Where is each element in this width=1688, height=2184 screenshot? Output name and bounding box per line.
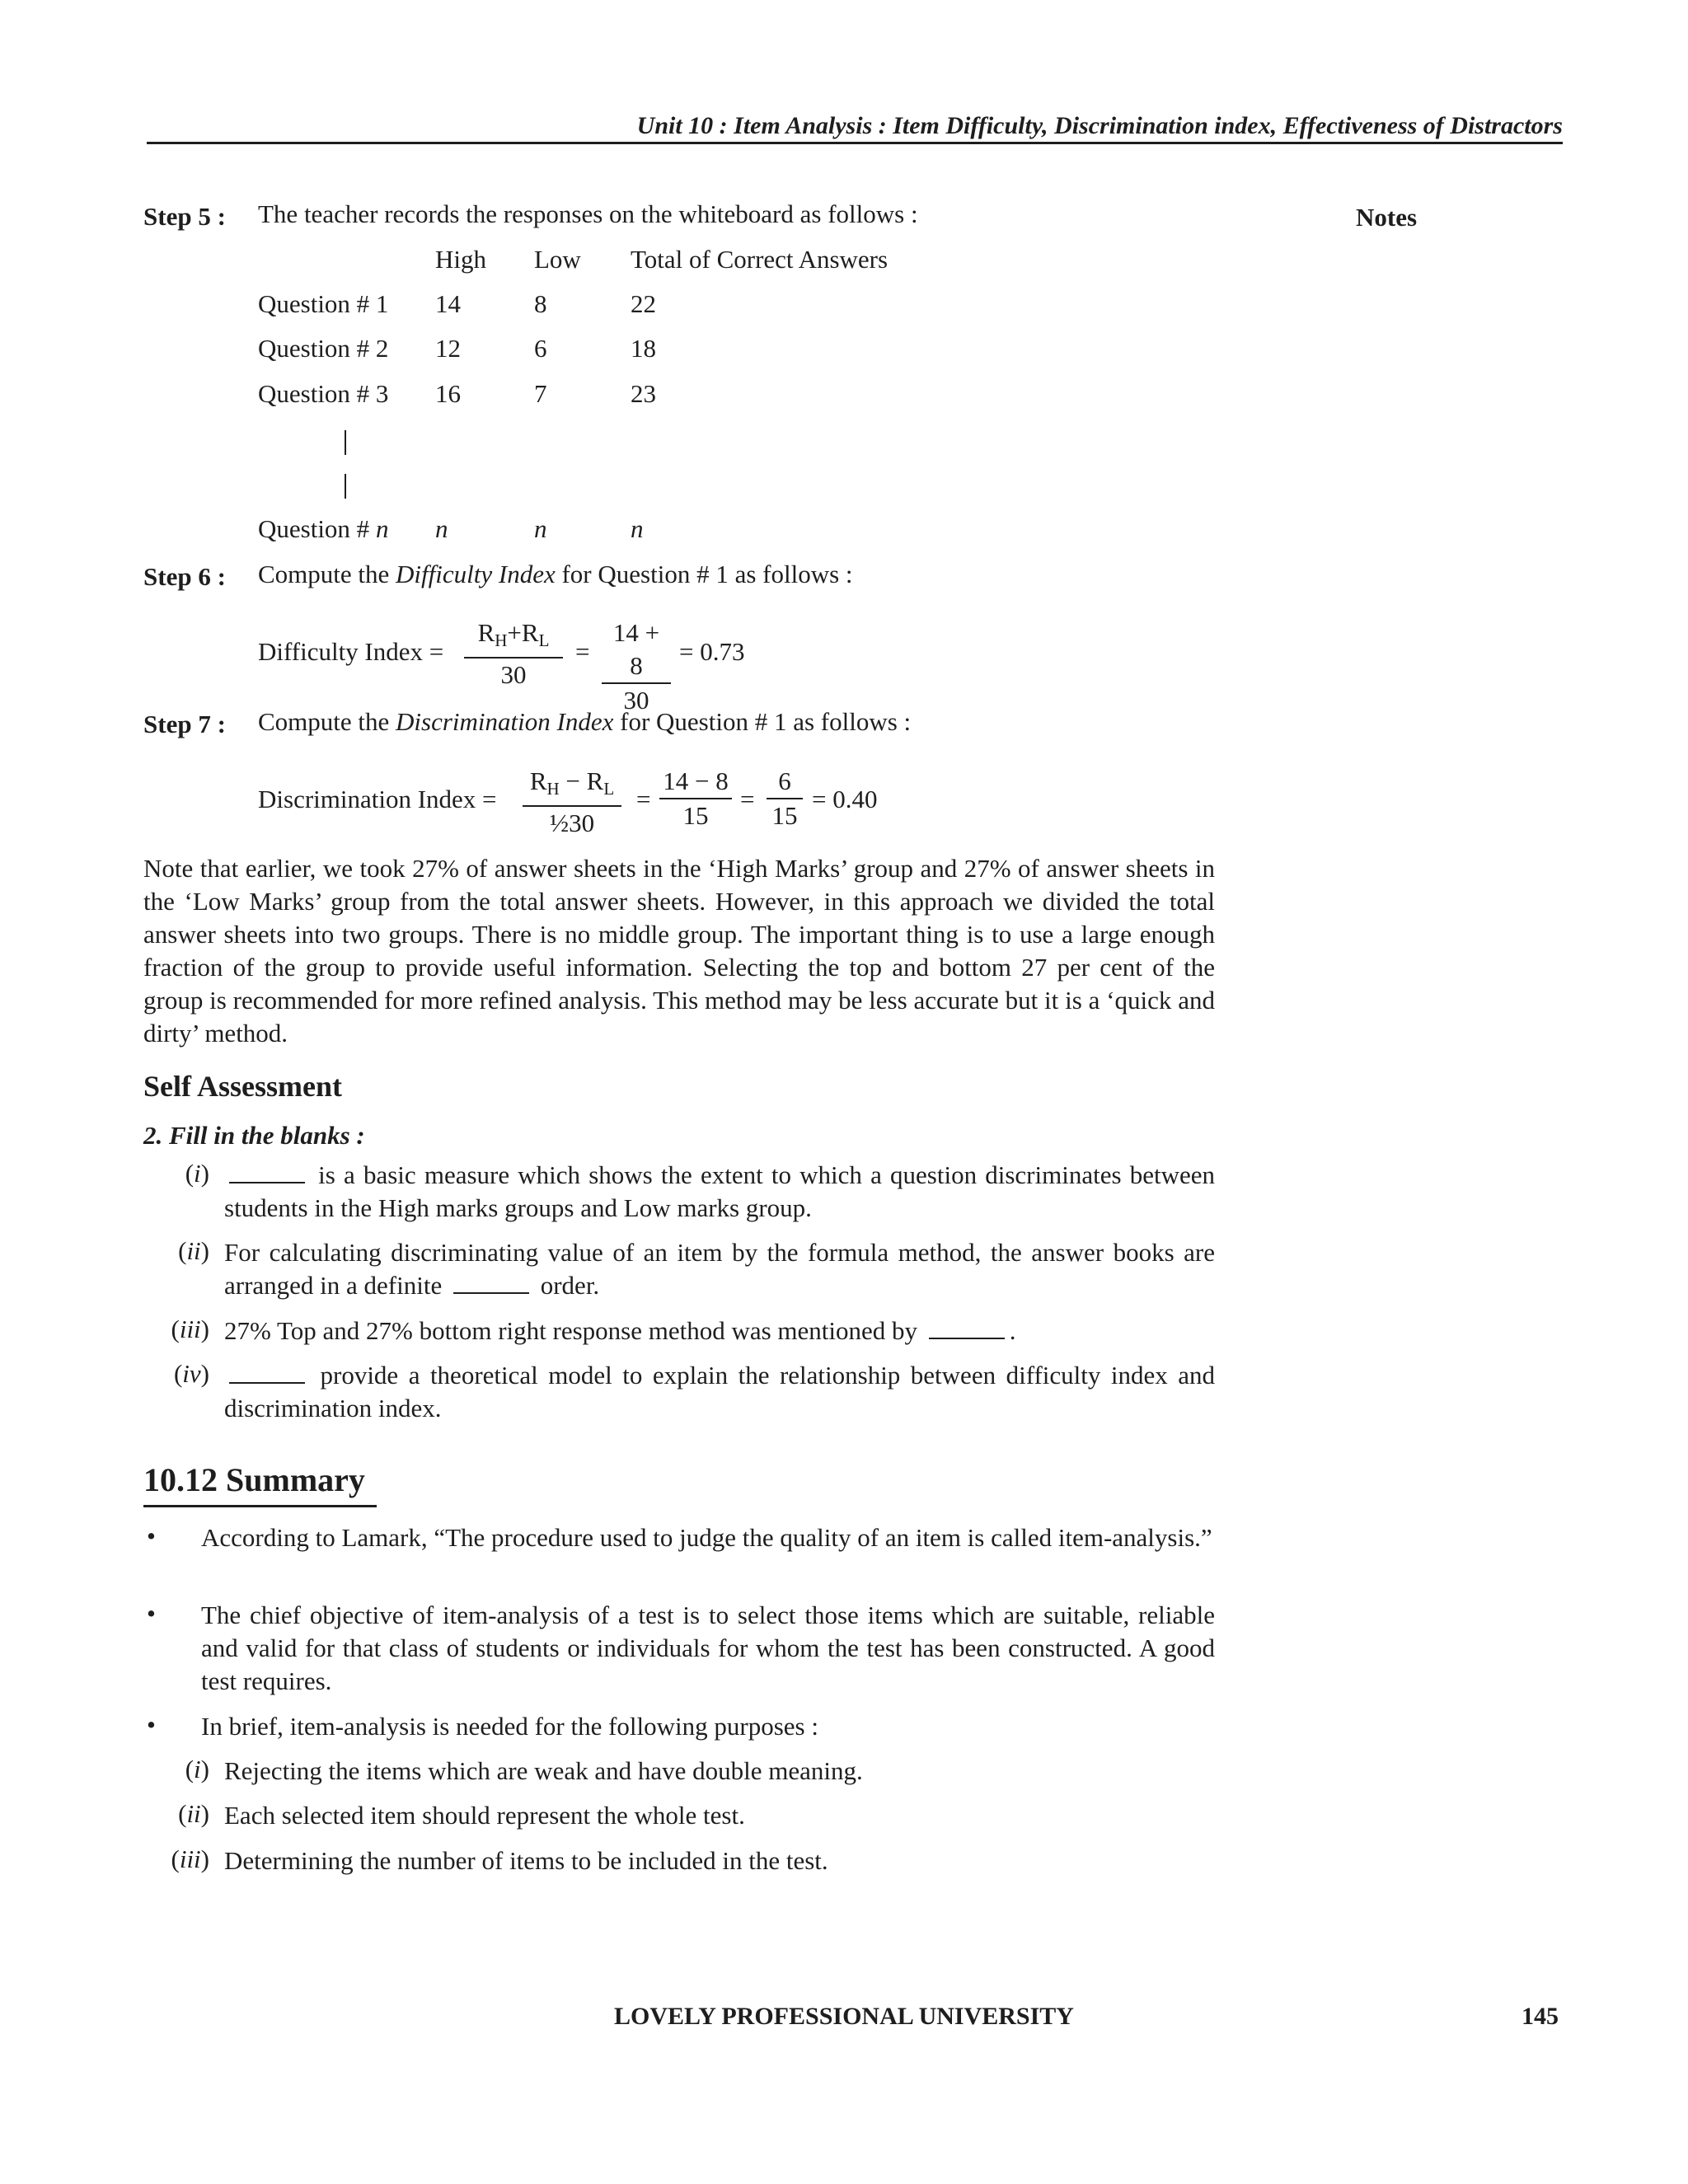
blank-line bbox=[229, 1182, 305, 1183]
table-header-high: High bbox=[435, 245, 486, 274]
r-symbol: R bbox=[521, 618, 539, 647]
fill-in-blanks-question: 2. Fill in the blanks : bbox=[143, 1121, 365, 1150]
item-number: (ii) bbox=[178, 1236, 209, 1265]
table-cell-high: n bbox=[435, 514, 448, 543]
item-text-before: For calculating discriminating value of an item by the formula method, the answer books are arranged in a definite bbox=[224, 1238, 1215, 1300]
operator: + bbox=[507, 618, 522, 647]
table-cell-total: 18 bbox=[631, 334, 656, 363]
item-text bbox=[224, 1159, 1215, 1225]
table-cell-low: 7 bbox=[534, 379, 547, 408]
table-cell-high: 12 bbox=[435, 334, 461, 363]
formula-result: = 0.73 bbox=[679, 637, 745, 666]
bullet-marker: • bbox=[147, 1521, 156, 1550]
page-number: 145 bbox=[1522, 2003, 1559, 2030]
step6-term: Difficulty Index bbox=[396, 560, 556, 588]
table-cell-total: n bbox=[631, 514, 644, 543]
formula-result: = 0.40 bbox=[812, 785, 878, 813]
table-cell-high: 14 bbox=[435, 289, 461, 318]
item-number: (iii) bbox=[171, 1315, 209, 1343]
formula-fraction bbox=[464, 616, 563, 691]
formula-lhs: Difficulty Index = bbox=[258, 637, 444, 666]
operator: − bbox=[559, 766, 587, 795]
roman-numeral: ii bbox=[186, 1799, 201, 1828]
formula-numerator: 14 + 8 bbox=[602, 616, 671, 684]
item-text-after: is a basic measure which shows the extent to which a question discriminates between students in the High marks groups and Low marks group. bbox=[224, 1160, 1215, 1222]
step5-label: Step 5 : bbox=[143, 202, 226, 231]
item-number: (ii) bbox=[178, 1799, 209, 1828]
formula-fraction bbox=[767, 765, 803, 832]
formula-lhs: Discrimination Index = bbox=[258, 785, 497, 813]
r-symbol: R bbox=[529, 766, 547, 795]
table-cell-total: 22 bbox=[631, 289, 656, 318]
step7-label: Step 7 : bbox=[143, 710, 226, 738]
item-text bbox=[224, 1359, 1215, 1425]
bullet-marker: • bbox=[147, 1599, 156, 1628]
formula-denominator: 15 bbox=[682, 801, 709, 830]
step7-text bbox=[258, 705, 911, 738]
summary-heading: 10.12 Summary bbox=[143, 1461, 365, 1498]
item-number: (iv) bbox=[173, 1359, 209, 1388]
continuation-bar bbox=[345, 474, 346, 499]
table-cell-total: 23 bbox=[631, 379, 656, 408]
note-paragraph: Note that earlier, we took 27% of answer sheets in the ‘High Marks’ group and 27% of answer sheets in the ‘Low Marks’ group from the total answer sheets. However, in this approach we divided the total answer sheets into two groups. There is no middle group. The important thing is to use a large enough fraction of the group to provide useful information. Selecting the top and bottom 27 per cent of the group is recommended for more refined analysis. This method may be less accurate but it is a ‘quick and dirty’ method. bbox=[143, 854, 1215, 1047]
roman-numeral: iii bbox=[179, 1315, 201, 1343]
table-cell-low: n bbox=[534, 514, 547, 543]
continuation-bar bbox=[345, 430, 346, 455]
subscript-h: H bbox=[546, 779, 560, 799]
roman-numeral: i bbox=[194, 1159, 201, 1188]
step7-text-before: Compute the bbox=[258, 707, 396, 736]
notes-margin-label: Notes bbox=[1356, 203, 1418, 232]
roman-numeral: iv bbox=[182, 1359, 201, 1388]
table-header-low: Low bbox=[534, 245, 581, 274]
table-cell-question: Question # 2 bbox=[258, 334, 389, 363]
roman-numeral: iii bbox=[179, 1844, 201, 1873]
subscript-l: L bbox=[538, 630, 550, 650]
item-number: (iii) bbox=[171, 1844, 209, 1873]
formula-numerator: 6 bbox=[767, 765, 803, 799]
r-symbol: R bbox=[477, 618, 495, 647]
formula-fraction bbox=[523, 765, 621, 840]
step7-text-after: for Question # 1 as follows : bbox=[613, 707, 912, 736]
formula-denominator: ½30 bbox=[549, 808, 595, 837]
table-header-total: Total of Correct Answers bbox=[631, 245, 889, 274]
roman-numeral: i bbox=[194, 1755, 201, 1783]
equals-sign: = bbox=[575, 637, 590, 666]
running-header: Unit 10 : Item Analysis : Item Difficulty, Discrimination index, Effectiveness of Distractors bbox=[636, 112, 1563, 139]
question-prefix: Question # bbox=[258, 514, 376, 543]
table-cell-question: Question # 3 bbox=[258, 379, 389, 408]
blank-line bbox=[229, 1382, 305, 1384]
bullet-text: In brief, item-analysis is needed for the following purposes : bbox=[201, 1712, 818, 1741]
table-cell-question: Question # 1 bbox=[258, 289, 389, 318]
step5-text: The teacher records the responses on the whiteboard as follows : bbox=[258, 199, 918, 228]
item-number: (i) bbox=[185, 1755, 209, 1783]
step6-text bbox=[258, 558, 853, 591]
subscript-h: H bbox=[495, 630, 508, 650]
bullet-text: The chief objective of item-analysis of a test is to select those items which are suitable, reliable and valid for that class of students or individuals for whom the test has been constructed. A good test requires. bbox=[201, 1601, 1215, 1695]
self-assessment-heading: Self Assessment bbox=[143, 1070, 342, 1103]
summary-heading-underline bbox=[143, 1505, 377, 1507]
bullet-marker: • bbox=[147, 1710, 156, 1739]
item-text: Each selected item should represent the whole test. bbox=[224, 1801, 745, 1830]
subscript-l: L bbox=[603, 779, 615, 799]
table-cell-low: 6 bbox=[534, 334, 547, 363]
formula-numerator: 14 − 8 bbox=[659, 765, 732, 799]
formula-fraction bbox=[659, 765, 732, 832]
item-text-after: . bbox=[1009, 1316, 1016, 1345]
footer-university: LOVELY PROFESSIONAL UNIVERSITY bbox=[614, 2003, 1074, 2030]
item-text bbox=[224, 1236, 1215, 1302]
formula-denominator: 30 bbox=[623, 686, 649, 715]
item-text: Determining the number of items to be included in the test. bbox=[224, 1846, 828, 1875]
bullet-text: According to Lamark, “The procedure used to judge the quality of an item is called item-analysis.” bbox=[201, 1523, 1212, 1552]
equals-sign: = bbox=[740, 785, 755, 813]
item-text-after: provide a theoretical model to explain the relationship between difficulty index and discrimination index. bbox=[224, 1361, 1215, 1422]
table-cell-low: 8 bbox=[534, 289, 547, 318]
header-rule bbox=[147, 142, 1563, 144]
table-cell-question bbox=[258, 514, 388, 544]
formula-numerator bbox=[523, 765, 621, 807]
item-number: (i) bbox=[185, 1159, 209, 1188]
r-symbol: R bbox=[586, 766, 604, 795]
formula-denominator: 30 bbox=[500, 660, 527, 689]
roman-numeral: ii bbox=[186, 1236, 201, 1265]
blank-line bbox=[453, 1292, 529, 1294]
formula-numerator bbox=[464, 616, 563, 658]
blank-line bbox=[929, 1338, 1005, 1339]
step6-text-before: Compute the bbox=[258, 560, 396, 588]
item-text-before: 27% Top and 27% bottom right response method was mentioned by bbox=[224, 1316, 924, 1345]
formula-fraction bbox=[602, 616, 671, 717]
item-text: Rejecting the items which are weak and have double meaning. bbox=[224, 1756, 863, 1785]
table-cell-high: 16 bbox=[435, 379, 461, 408]
question-variable: n bbox=[375, 514, 389, 543]
step7-term: Discrimination Index bbox=[396, 707, 614, 736]
item-text bbox=[224, 1315, 1215, 1347]
equals-sign: = bbox=[636, 785, 651, 813]
formula-denominator: 15 bbox=[771, 801, 798, 830]
item-text-after: order. bbox=[533, 1271, 600, 1300]
step6-label: Step 6 : bbox=[143, 562, 226, 591]
step6-text-after: for Question # 1 as follows : bbox=[555, 560, 853, 588]
